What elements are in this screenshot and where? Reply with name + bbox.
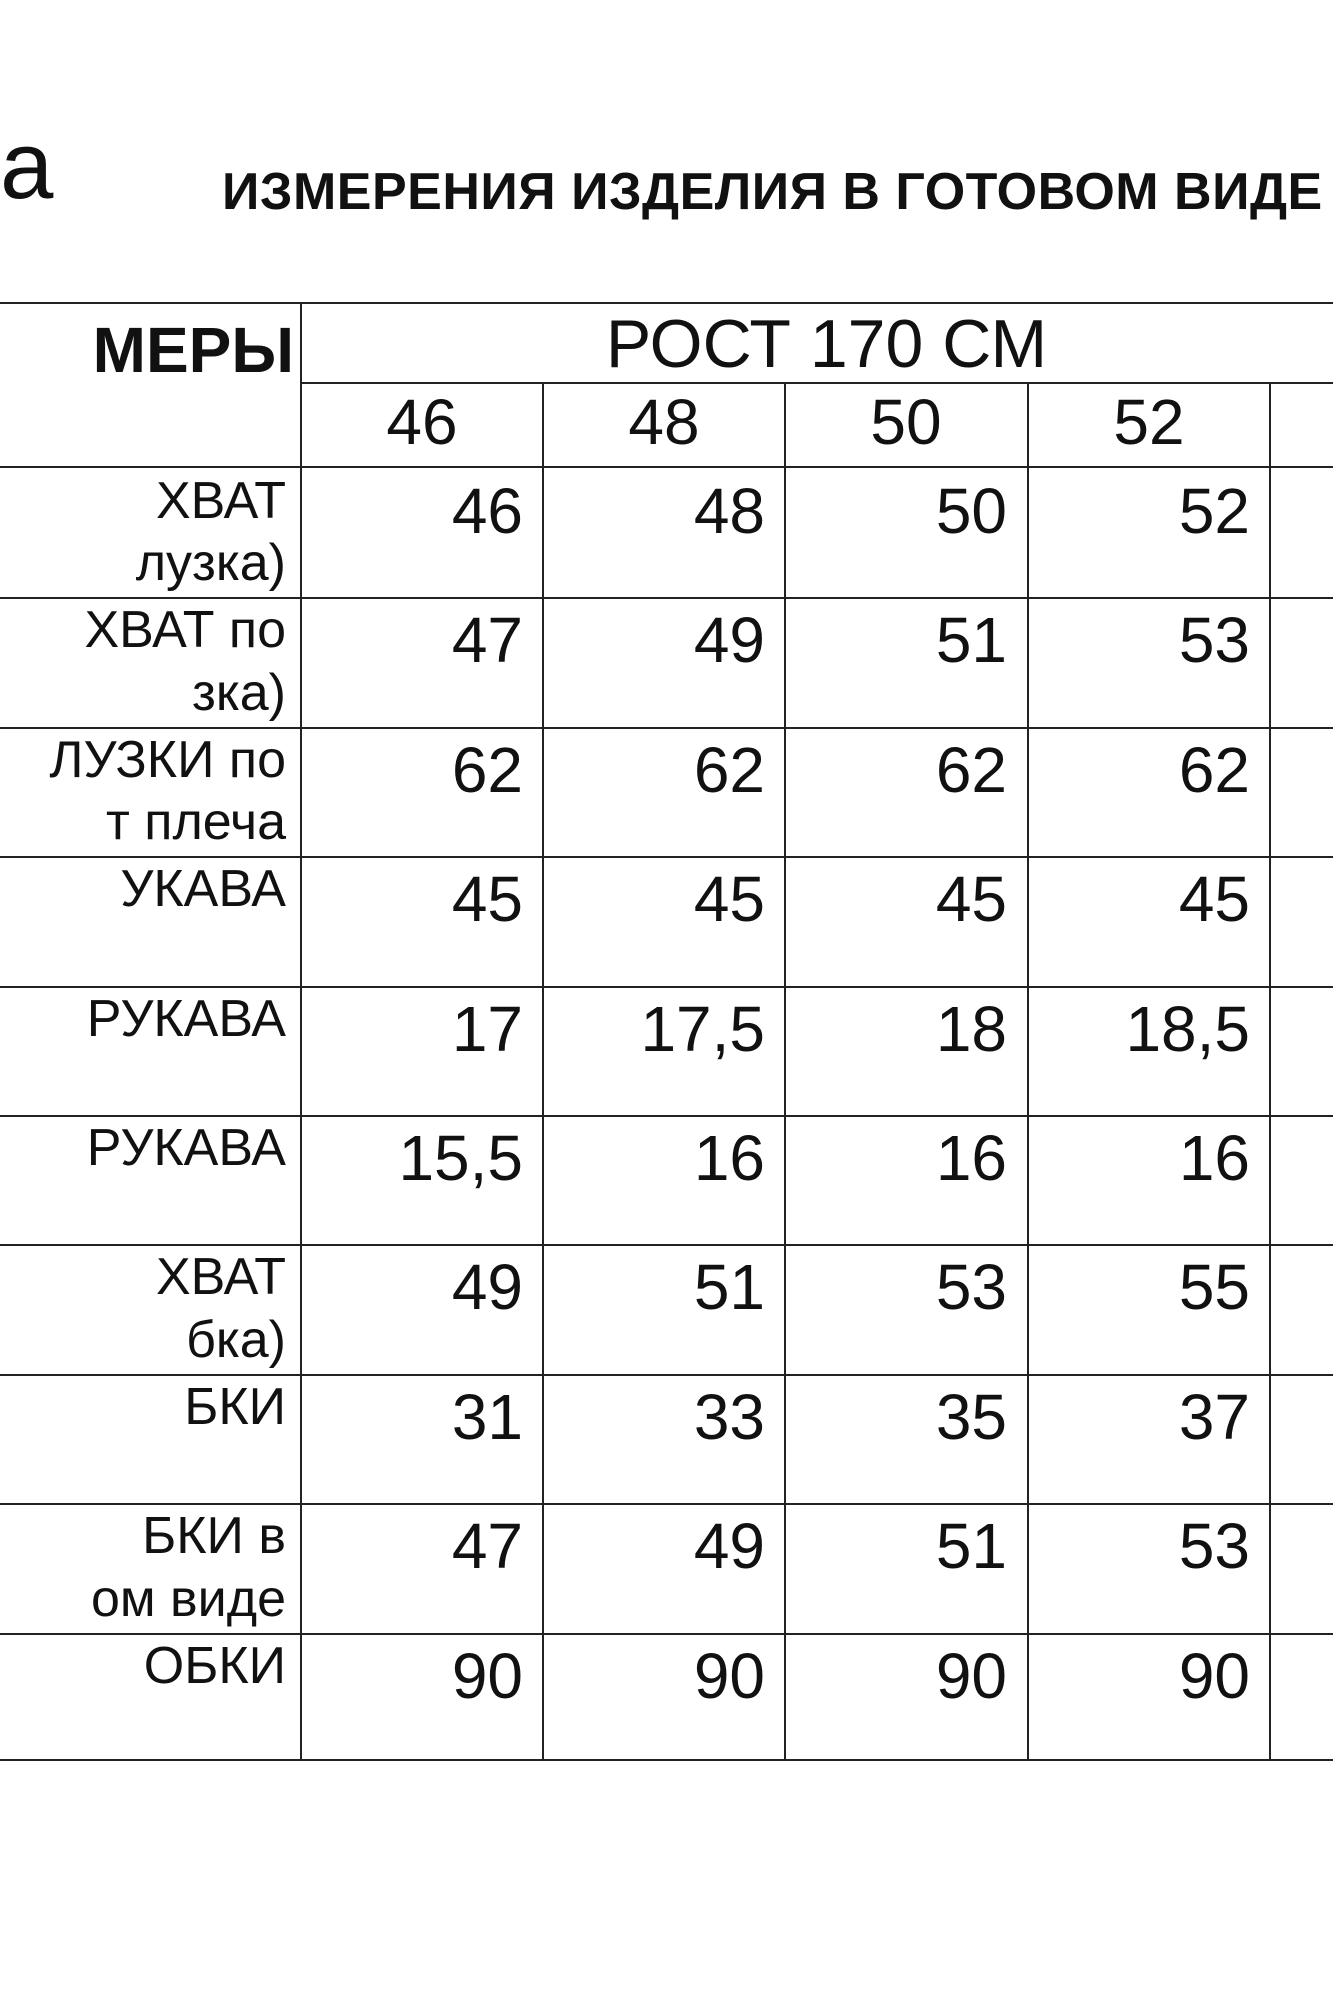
table-row [0,1374,1333,1503]
parameters-header: МЕРЫ [92,314,294,386]
measurement-value: 48 [693,475,765,547]
measurement-value: 45 [935,863,1007,936]
measurement-value: 18 [935,992,1007,1065]
size-header: 50 [870,386,942,458]
table-row [0,986,1333,1115]
measurement-value: 62 [451,733,523,806]
measurement-value: 52 [1178,475,1250,547]
row-label-line: РУКАВА [86,989,286,1048]
row-label [136,470,286,595]
row-label-line: ХВАТ по [84,601,286,660]
measurement-value: 35 [935,1380,1007,1453]
measurement-value: 55 [1178,1251,1250,1324]
row-label-line: ОБКИ [143,1636,286,1695]
measurement-value: 17 [451,992,523,1065]
measurement-value: 50 [935,475,1007,547]
row-label [91,1505,286,1630]
table-row [0,856,1333,985]
size-header: 48 [628,386,700,458]
row-label-line: ЛУЗКИ по [49,730,286,789]
measurement-value: 46 [451,475,523,547]
measurements-table [0,302,1333,1761]
row-label-line [120,921,286,983]
measurement-value: 45 [1178,863,1250,936]
table-row [0,727,1333,856]
measurement-value: 51 [935,604,1007,677]
measurement-value: 90 [451,1639,523,1712]
table-row [0,1115,1333,1244]
row-label [87,988,286,1113]
row-label-line: БКИ в [142,1507,286,1566]
row-label-line [144,1697,286,1759]
measurement-value: 51 [693,1251,765,1324]
row-label-line [87,1179,286,1241]
row-label-line: ХВАТ [155,472,286,530]
row-label-line: ом виде [90,1569,286,1628]
table-row [0,1503,1333,1632]
measurement-value: 16 [935,1122,1007,1194]
row-label-line: лузка) [135,534,286,593]
table-row [0,468,1333,597]
measurement-value: 45 [693,863,765,936]
row-label-line: ХВАТ [155,1248,286,1307]
row-label-line: т плеча [106,793,286,852]
measurement-value: 49 [451,1251,523,1324]
page-title: ИЗМЕРЕНИЯ ИЗДЕЛИЯ В ГОТОВОМ ВИДЕ [222,163,1323,221]
measurement-value: 62 [693,733,765,806]
measurement-value: 62 [1178,733,1250,806]
row-label-line: зка) [192,663,286,722]
measurement-value: 37 [1178,1380,1250,1453]
row-label [144,1635,286,1760]
row-label [84,599,286,724]
measurement-value: 90 [693,1639,765,1712]
measurement-value: 51 [935,1510,1007,1583]
row-label-line [87,1050,286,1112]
row-label-line: бка) [186,1310,286,1369]
measurement-value: 90 [1178,1639,1250,1712]
row-label [184,1376,286,1501]
measurement-value: 18,5 [1125,992,1250,1065]
size-header: 46 [386,386,458,458]
row-label [87,1117,286,1242]
measurement-value: 16 [693,1122,765,1194]
row-label [120,858,286,983]
row-label-line: РУКАВА [86,1119,286,1177]
measurement-value: 33 [693,1380,765,1453]
measurement-value: 49 [693,604,765,677]
size-header: 52 [1113,386,1185,458]
measurement-value: 53 [1178,1510,1250,1583]
measurement-value: 49 [693,1510,765,1583]
measurement-value: 47 [451,1510,523,1583]
measurement-value: 17,5 [640,992,765,1065]
table-row [0,1633,1333,1762]
measurement-value: 53 [1178,604,1250,677]
grid-line-horizontal [300,382,1333,384]
measurement-value: 15,5 [398,1122,523,1194]
brand-logo-fragment: a [0,112,54,219]
table-row [0,1244,1333,1373]
row-label-line: УКАВА [120,860,286,919]
height-header: РОСТ 170 СМ [605,306,1048,382]
measurement-value: 53 [935,1251,1007,1324]
measurement-value: 45 [451,863,523,936]
measurement-value: 31 [451,1380,523,1453]
measurement-value: 47 [451,604,523,677]
row-label-line: БКИ [184,1377,286,1436]
measurement-value: 62 [935,733,1007,806]
table-row [0,597,1333,726]
measurement-value: 90 [935,1639,1007,1712]
row-label-line [184,1438,286,1500]
measurement-value: 16 [1178,1122,1250,1194]
row-label [49,729,286,854]
row-label [156,1246,286,1371]
